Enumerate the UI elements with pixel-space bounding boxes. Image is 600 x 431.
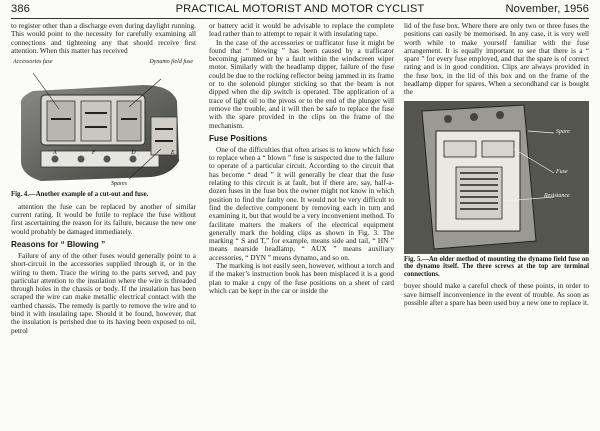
section-heading: Fuse Positions [209, 133, 268, 143]
section-heading: Reasons for “ Blowing ” [11, 239, 106, 249]
label-terminals: A F D E [53, 150, 192, 157]
paragraph: buyer should make a careful check of these points, in order to save himself inconvenience in the event of trouble. As soon as possible after a spare has been used buy a new one to replace it. [404, 282, 589, 308]
header-rule [11, 18, 589, 19]
paragraph: lid of the fuse box. Where there are only two or three fuses the positions can easily be memorised. In any case, it is very well worth while to make yourself familiar with the fuse arrangement. It is equally important to see that there is a “ spare ” for every fuse employed, and that the spare is of correct rating and is in good condition. Clips are always provided in the fuse box, in the lid of this box and on the frame of the headlamp dipper for spares. When a secondhand car is bought the [404, 22, 589, 97]
label-spares: Spares [111, 181, 128, 188]
column-1 [11, 22, 196, 335]
figure-5-caption: Fig. 5.—An older method of mounting the dynamo field fuse on the dynamo itself. The three screws at the top are terminal connections. [404, 255, 589, 278]
dynamo-field-fuse-illustration [404, 101, 589, 254]
figure-4 [11, 57, 196, 189]
paragraph: The marking is not easily seen, however, without a torch and if the maker’s instruction book has been misplaced it is a good plan to make a copy of the fuse positions on a sheet of card which can be kept in the car or inside the [209, 262, 394, 295]
column-3 [404, 22, 589, 307]
issue-date: November, 1956 [505, 3, 589, 15]
figure-4-caption: Fig. 4.—Another example of a cut-out and fuse. [11, 191, 149, 199]
label-fuse: Fuse [556, 168, 568, 175]
paragraph: to register other than a discharge even during daylight running. This would point to the necessity for carefully examining all connections and tightening any that should receive first attention. When this matter has received [11, 22, 196, 55]
column-2 [209, 22, 394, 295]
label-spare: Spare [556, 128, 570, 135]
label-accessories-fuse: Accessories fuse [13, 59, 53, 66]
cut-out-and-fuse-illustration [11, 57, 196, 189]
publication-title: PRACTICAL MOTORIST AND MOTOR CYCLIST [175, 3, 425, 15]
figure-5 [404, 101, 589, 254]
paragraph: In the case of the accessories or trafficator fuse it might be found that “ blowing ” has been caused by a trafficator becoming jammed or by a fault within the windscreen wiper motor. Similarly with the headlamp dipper, failure of the fuse could be due to the rocking reflector being jammed in its frame or to the solenoid plunger sticking so that the beam is not dipped when the dip switch is operated. The application of a trace of light oil to the pivots or to the end of the plunger will remove the trouble, and it will then be safe to replace the fuse with the spare provided in the clips on the frame of the mechanism. [209, 38, 394, 130]
page-number: 386 [11, 3, 30, 15]
page-header [11, 3, 589, 19]
paragraph: One of the difficulties that often arises is to know which fuse to replace when a “ blown ” fuse is suspected due to the failure to operate of a particular circuit. According to the circuit that has become “ dead ” it will generally be clear that the fuse relating to this circuit is at fault, but if there are, say, half-a-dozen fuses in the fuse box the owner might not know in which position to find the faulty one. It would not be very difficult to find the defective component by removing each in turn and examining it, but that would be a very inconvenient method. To facilitate matters the makers of the electrical equipment generally mark the holding clips as shown in Fig. 3. The marking “ S and T,” for example, means side and tail, “ HN ” means nearside headlamp, “ AUX ” means auxiliary accessories, “ DYN ” means dynamo, and so on. [209, 145, 394, 262]
label-dynamo-field-fuse: Dynamo field fuse [149, 59, 193, 66]
paragraph: attention the fuse can be replaced by another of similar current rating. It would be futile to replace the fuse without first ascertaining the reason for its failure, because the new one would probably be damaged immediately. [11, 202, 196, 236]
paragraph: Failure of any of the other fuses would generally point to a short-circuit in the accessories supplied through it, or in the wiring to them. Trace the wiring to the parts served, and pay particular attention to the insulation where the wire is threaded through holes in the chassis or body. If the insulation has been scraped the wire can make metallic electrical contact with the earthed chassis. The remedy is partly to remove the wire and to bind it with insulating tape. Should it be found, however, that the insulation is perished due to its having been exposed to oil, petrol [11, 251, 196, 335]
label-resistance: Resistance [544, 192, 570, 199]
paragraph: or battery acid it would be advisable to replace the complete lead rather than to attempt to repair it with insulating tape. [209, 22, 394, 39]
